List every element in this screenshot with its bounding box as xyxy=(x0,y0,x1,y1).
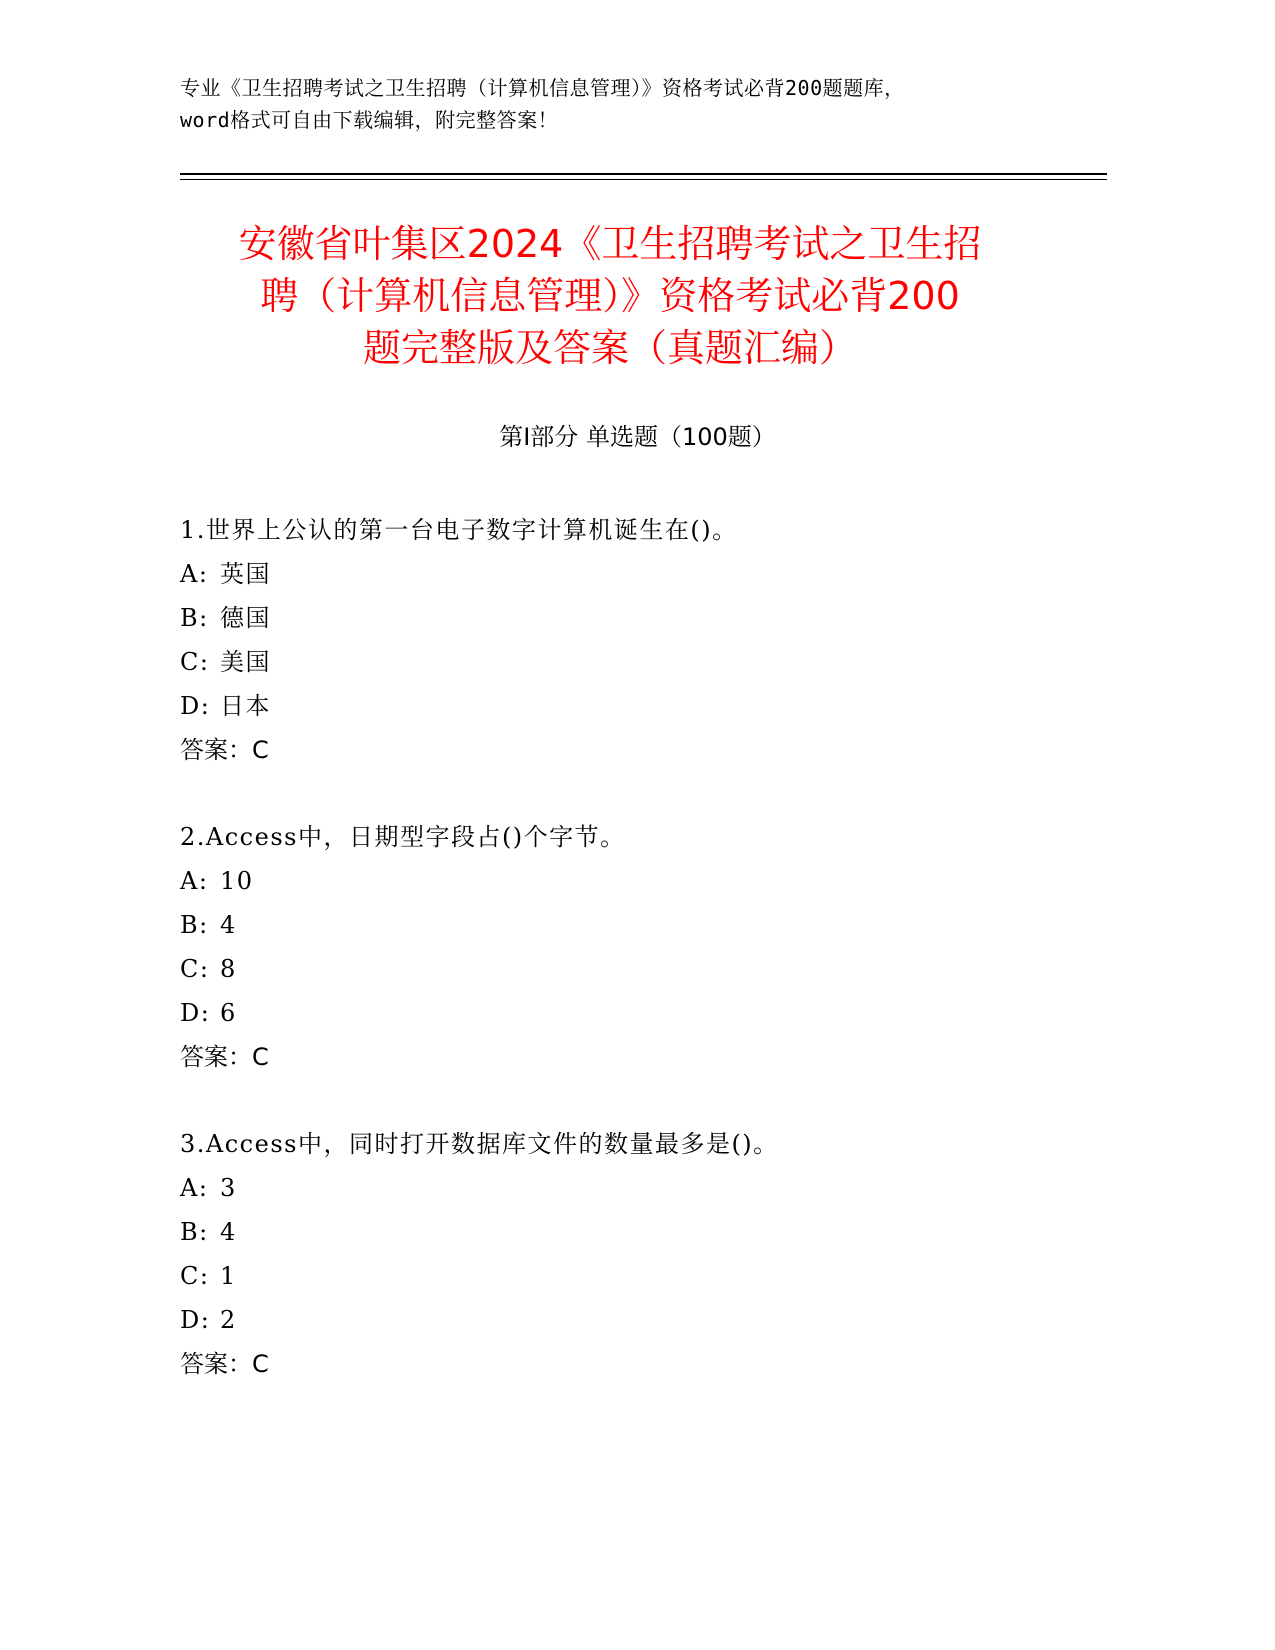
document-header-note xyxy=(180,72,1080,136)
option-b xyxy=(180,903,1080,947)
option-b xyxy=(180,1210,1080,1254)
option-letter: B: xyxy=(180,604,209,632)
option-letter: B: xyxy=(180,911,209,939)
option-letter: C: xyxy=(180,955,210,983)
option-letter: A: xyxy=(180,1174,209,1202)
option-text: 6 xyxy=(220,999,237,1027)
question-stem: 3.Access中，同时打开数据库文件的数量最多是()。 xyxy=(180,1130,779,1158)
answer-line: 答案：C xyxy=(180,1350,269,1378)
option-d xyxy=(180,991,1080,1035)
header-divider-thin xyxy=(180,179,1107,180)
option-b xyxy=(180,596,1080,640)
document-title xyxy=(140,218,1080,374)
question-stem: 2.Access中，日期型字段占()个字节。 xyxy=(180,823,626,851)
option-c xyxy=(180,1254,1080,1298)
title-line-3: 题完整版及答案（真题汇编） xyxy=(362,326,857,370)
header-note-line-1: 专业《卫生招聘考试之卫生招聘（计算机信息管理）》资格考试必背200题题库， xyxy=(180,76,905,100)
option-text: 1 xyxy=(220,1262,237,1290)
option-letter: A: xyxy=(180,560,209,588)
option-c xyxy=(180,947,1080,991)
option-text: 4 xyxy=(220,1218,237,1246)
option-letter: D: xyxy=(180,999,211,1027)
question-list xyxy=(180,508,1080,1429)
title-line-2: 聘（计算机信息管理）》资格考试必背200 xyxy=(260,274,960,318)
option-letter: A: xyxy=(180,867,209,895)
option-a xyxy=(180,859,1080,903)
title-line-1: 安徽省叶集区2024《卫生招聘考试之卫生招 xyxy=(238,222,982,266)
header-note-line-2: word格式可自由下载编辑，附完整答案！ xyxy=(180,108,559,132)
option-a xyxy=(180,552,1080,596)
option-text: 美国 xyxy=(220,648,271,676)
option-letter: B: xyxy=(180,1218,209,1246)
option-text: 英国 xyxy=(220,560,271,588)
option-text: 2 xyxy=(220,1306,237,1334)
option-a xyxy=(180,1166,1080,1210)
option-letter: D: xyxy=(180,692,211,720)
option-c xyxy=(180,640,1080,684)
option-text: 4 xyxy=(220,911,237,939)
option-text: 10 xyxy=(220,867,254,895)
option-d xyxy=(180,684,1080,728)
option-letter: C: xyxy=(180,1262,210,1290)
question-item xyxy=(180,815,1080,1079)
section-heading: 第Ⅰ部分 单选题（100题） xyxy=(499,423,776,451)
option-d xyxy=(180,1298,1080,1342)
option-text: 3 xyxy=(220,1174,237,1202)
option-text: 日本 xyxy=(220,692,271,720)
option-text: 德国 xyxy=(220,604,271,632)
option-letter: D: xyxy=(180,1306,211,1334)
header-divider-thick xyxy=(180,173,1107,175)
option-letter: C: xyxy=(180,648,210,676)
option-text: 8 xyxy=(220,955,237,983)
answer-line: 答案：C xyxy=(180,1043,269,1071)
question-stem: 1.世界上公认的第一台电子数字计算机诞生在()。 xyxy=(180,516,738,544)
question-item xyxy=(180,508,1080,772)
answer-line: 答案：C xyxy=(180,736,269,764)
question-item xyxy=(180,1122,1080,1386)
